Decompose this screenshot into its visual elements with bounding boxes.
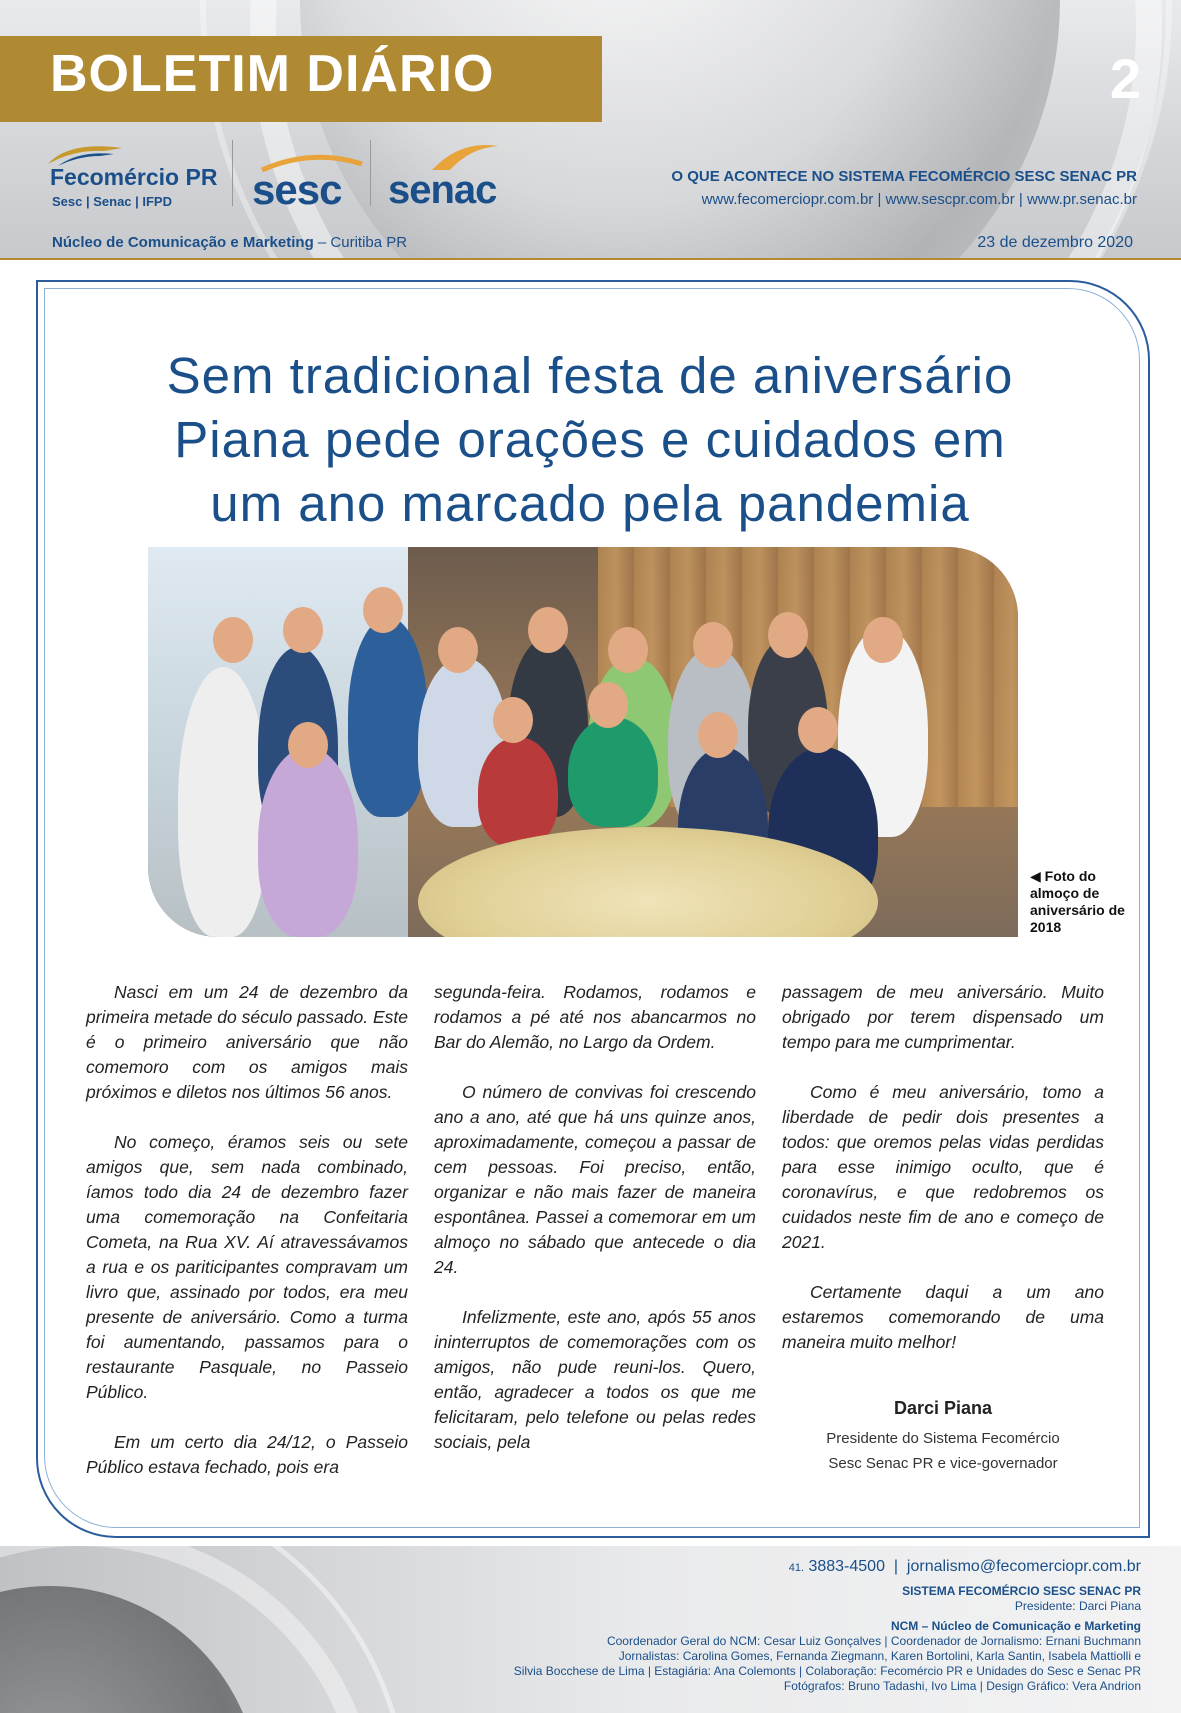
- nucleo-name: Núcleo de Comunicação e Marketing: [52, 234, 314, 251]
- photo-person: [348, 617, 428, 817]
- photo-head: [698, 712, 738, 758]
- page-number: 2: [1109, 47, 1141, 110]
- paragraph: segunda-feira. Rodamos, rodamos e rodamos a pé até nos abancarmos no Bar do Alemão, no Largo da Ordem.: [434, 982, 756, 1052]
- fecomercio-sub: Sesc | Senac | IFPD: [52, 194, 172, 209]
- photo-person: [568, 717, 658, 827]
- paragraph: Infelizmente, este ano, após 55 anos ininterruptos de comemorações com os amigos, não pude reuni-los. Quero, então, agradecer a todos os que me felicitaram, pelo telefone ou pelas redes sociais, pela: [434, 1307, 756, 1452]
- paragraph: passagem de meu aniversário. Muito obrigado por terem dispensado um tempo para me cumprimentar.: [782, 982, 1104, 1052]
- photo-head: [768, 612, 808, 658]
- paragraph: Nasci em um 24 de dezembro da primeira metade do século passado. Este é o primeiro aniversário que não comemoro com os amigos mais próximos e diletos nos últimos 56 anos.: [86, 982, 408, 1102]
- paragraph: Em um certo dia 24/12, o Passeio Público estava fechado, pois era: [86, 1432, 408, 1477]
- photo-head: [528, 607, 568, 653]
- photo-head: [863, 617, 903, 663]
- photo-head: [693, 622, 733, 668]
- footer-journalists: Jornalistas: Carolina Gomes, Fernanda Ziegmann, Karen Bortolini, Karla Santin, Isabela Mattiolli e: [618, 1649, 1141, 1663]
- paragraph: Certamente daqui a um ano estaremos comemorando de uma maneira muito melhor!: [782, 1282, 1104, 1352]
- headline: [60, 344, 1120, 536]
- sesc-logo[interactable]: sesc: [252, 166, 342, 213]
- text-column-2: [434, 980, 756, 1480]
- footer-photographers: Fotógrafos: Bruno Tadashi, Ivo Lima | Design Gráfico: Vera Andrion: [783, 1679, 1141, 1693]
- senac-logo[interactable]: senac: [388, 168, 497, 212]
- publication-date: 23 de dezembro 2020: [977, 234, 1133, 251]
- photo-head: [493, 697, 533, 743]
- photo-head: [608, 627, 648, 673]
- photo-person: [258, 747, 358, 937]
- department-label: [52, 234, 407, 251]
- logo-divider: [370, 140, 371, 206]
- footer-president: Presidente: Darci Piana: [1014, 1599, 1141, 1613]
- bulletin-title: BOLETIM DIÁRIO: [50, 45, 495, 103]
- photo-caption: ◀ Foto do almoço de aniversário de 2018: [1030, 868, 1125, 935]
- footer-coordination: Coordenador Geral do NCM: Cesar Luiz Gonçalves | Coordenador de Jornalismo: Ernani Buchmann: [606, 1634, 1141, 1648]
- tagline: O QUE ACONTECE NO SISTEMA FECOMÉRCIO SESC SENAC PR: [671, 168, 1137, 185]
- group-photo: [148, 547, 1018, 937]
- paragraph: O número de convivas foi crescendo ano a ano, até que há uns quinze anos, aproximadamente, começou a passar de cem pessoas. Foi preciso, então, organizar e não mais fazer de maneira espontânea. Passei a comemorar em um almoço no sábado que antecede o dia 24.: [434, 1082, 756, 1277]
- footer: [0, 1546, 1181, 1713]
- footer-ncm: NCM – Núcleo de Comunicação e Marketing: [890, 1619, 1141, 1633]
- paragraph: Como é meu aniversário, tomo a liberdade de pedir dois presentes a todos: que oremos pelas vidas perdidas para esse inimigo oculto, que é coronavírus, e que redobremos os cuidados neste fim de ano e começo de 2021.: [782, 1082, 1104, 1252]
- headline-line: um ano marcado pela pandemia: [210, 475, 970, 533]
- signature-name: Darci Piana: [893, 1398, 993, 1418]
- text-column-3: [782, 980, 1104, 1380]
- footer-system: SISTEMA FECOMÉRCIO SESC SENAC PR: [902, 1584, 1141, 1598]
- photo-head: [213, 617, 253, 663]
- photo-head: [438, 627, 478, 673]
- paragraph: No começo, éramos seis ou sete amigos que, sem nada combinado, íamos todo dia 24 de dezembro fazer uma comemoração na Confeitaria Cometa, na Rua XV. Aí atravessávamos a rua e os pariticipantes compravam um livro que, assinado por todos, era meu presente de aniversário. Como a turma foi aumentando, passamos para o restaurante Pasquale, no Passeio Público.: [86, 1132, 408, 1402]
- footer-contact: 41. 3883-4500 | jornalismo@fecomerciopr.com.br: [788, 1558, 1141, 1575]
- photo-head: [363, 587, 403, 633]
- text-column-1: [86, 980, 408, 1505]
- phone-prefix: 41.: [788, 1562, 804, 1574]
- contact-email[interactable]: jornalismo@fecomerciopr.com.br: [906, 1558, 1141, 1575]
- photo-head: [798, 707, 838, 753]
- city-label: – Curitiba PR: [317, 234, 408, 251]
- photo-person: [178, 667, 268, 937]
- website-links[interactable]: www.fecomerciopr.com.br | www.sescpr.com.br | www.pr.senac.br: [701, 191, 1137, 208]
- photo-head: [588, 682, 628, 728]
- headline-line: Sem tradicional festa de aniversário: [166, 347, 1014, 405]
- logo-divider: [232, 140, 233, 206]
- phone-number[interactable]: 3883-4500: [808, 1558, 885, 1575]
- fecomercio-logo[interactable]: [36, 138, 226, 210]
- photo-head: [288, 722, 328, 768]
- photo-person: [478, 737, 558, 847]
- signature-role-line: Presidente do Sistema Fecomércio: [826, 1430, 1060, 1447]
- signature-role-line: Sesc Senac PR e vice-governador: [828, 1455, 1058, 1472]
- signature-role: [782, 1426, 1104, 1476]
- headline-line: Piana pede orações e cuidados em: [174, 411, 1006, 469]
- footer-journalists: Silvia Bocchese de Lima | Estagiária: Ana Colemonts | Colaboração: Fecomércio PR e Unidades do Sesc e Senac PR: [513, 1664, 1141, 1678]
- header: [0, 0, 1181, 260]
- fecomercio-name: Fecomércio PR: [50, 164, 218, 190]
- photo-head: [283, 607, 323, 653]
